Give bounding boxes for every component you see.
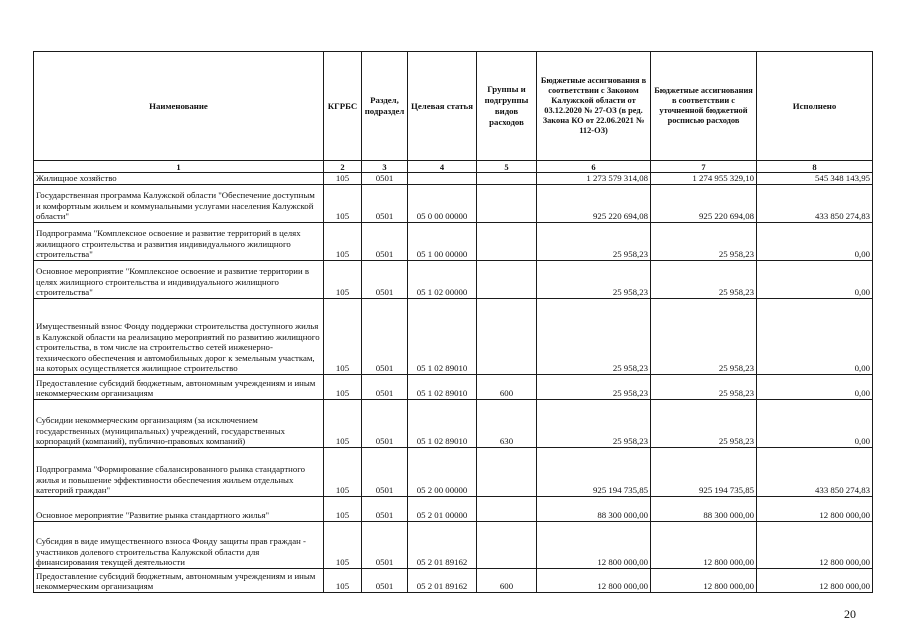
cell-executed: 12 800 000,00 — [757, 497, 873, 522]
cell-name: Предоставление субсидий бюджетным, автономным учреждениям и иным некоммерческим организациям — [34, 375, 324, 400]
cell-law-allocation: 25 958,23 — [537, 299, 651, 375]
cell-law-allocation: 12 800 000,00 — [537, 522, 651, 569]
cell-law-allocation: 25 958,23 — [537, 375, 651, 400]
cell-section: 0501 — [362, 375, 408, 400]
cell-section: 0501 — [362, 448, 408, 497]
cell-section: 0501 — [362, 299, 408, 375]
cell-law-allocation: 1 273 579 314,08 — [537, 173, 651, 185]
cell-executed: 545 348 143,95 — [757, 173, 873, 185]
header-kgrbs: КГРБС — [324, 52, 362, 161]
cell-expense-group — [477, 522, 537, 569]
table-row — [34, 400, 873, 448]
header-target: Целевая статья — [408, 52, 477, 161]
cell-expense-group — [477, 299, 537, 375]
cell-target-article: 05 1 02 89010 — [408, 299, 477, 375]
cell-target-article: 05 2 01 89162 — [408, 569, 477, 593]
cell-target-article: 05 1 02 00000 — [408, 261, 477, 299]
header-executed: Исполнено — [757, 52, 873, 161]
cell-name: Государственная программа Калужской области "Обеспечение доступным и комфортным жильем и коммунальными услугами населения Калужской области" — [34, 185, 324, 223]
cell-target-article: 05 1 00 00000 — [408, 223, 477, 261]
cell-expense-group — [477, 497, 537, 522]
cell-refined-allocation: 25 958,23 — [651, 400, 757, 448]
cell-section: 0501 — [362, 223, 408, 261]
cell-executed: 0,00 — [757, 223, 873, 261]
cell-kgrbs: 105 — [324, 173, 362, 185]
cell-law-allocation: 25 958,23 — [537, 223, 651, 261]
cell-refined-allocation: 925 194 735,85 — [651, 448, 757, 497]
table-row — [34, 185, 873, 223]
column-index-row — [34, 161, 873, 173]
cell-name: Имущественный взнос Фонду поддержки строительства доступного жилья в Калужской области на реализацию мероприятий по развитию жилищного строительства, в том числе на строительство сетей инженерно-технического обеспечения и автомобильных дорог к земельным участкам, на которых осуществляется жилищное строительство — [34, 299, 324, 375]
cell-kgrbs: 105 — [324, 400, 362, 448]
cell-section: 0501 — [362, 497, 408, 522]
cell-expense-group: 600 — [477, 569, 537, 593]
cell-name: Субсидии некоммерческим организациям (за исключением государственных (муниципальных) учреждений, государственных корпораций (компаний), публично-правовых компаний) — [34, 400, 324, 448]
cell-target-article: 05 1 02 89010 — [408, 375, 477, 400]
cell-name: Жилищное хозяйство — [34, 173, 324, 185]
cell-section: 0501 — [362, 173, 408, 185]
cell-section: 0501 — [362, 185, 408, 223]
cell-refined-allocation: 25 958,23 — [651, 299, 757, 375]
cell-refined-allocation: 25 958,23 — [651, 223, 757, 261]
cell-law-allocation: 12 800 000,00 — [537, 569, 651, 593]
cell-law-allocation: 25 958,23 — [537, 261, 651, 299]
cell-executed: 0,00 — [757, 299, 873, 375]
cell-name: Субсидия в виде имущественного взноса Фонду защиты прав граждан - участников долевого строительства Калужской области для финансирования текущей деятельности — [34, 522, 324, 569]
cell-executed: 433 850 274,83 — [757, 185, 873, 223]
budget-table — [33, 51, 873, 593]
cell-expense-group — [477, 223, 537, 261]
cell-section: 0501 — [362, 261, 408, 299]
table-row — [34, 375, 873, 400]
cell-executed: 0,00 — [757, 375, 873, 400]
cell-law-allocation: 925 194 735,85 — [537, 448, 651, 497]
header-group: Группы и подгруппы видов расходов — [477, 52, 537, 161]
header-law: Бюджетные ассигнования в соответствии с Законом Калужской области от 03.12.2020 № 27-ОЗ (в ред. Закона КО от 22.06.2021 № 112-ОЗ) — [537, 52, 651, 161]
cell-refined-allocation: 12 800 000,00 — [651, 522, 757, 569]
cell-target-article: 05 2 01 89162 — [408, 522, 477, 569]
column-index: 4 — [408, 161, 477, 173]
cell-kgrbs: 105 — [324, 223, 362, 261]
cell-name: Подпрограмма "Комплексное освоение и развитие территорий в целях жилищного строительства и развития индивидуального жилищного строительства" — [34, 223, 324, 261]
cell-executed: 433 850 274,83 — [757, 448, 873, 497]
table-row — [34, 448, 873, 497]
column-index: 2 — [324, 161, 362, 173]
cell-target-article — [408, 173, 477, 185]
page-number: 20 — [844, 607, 856, 621]
column-index: 8 — [757, 161, 873, 173]
cell-target-article: 05 2 01 00000 — [408, 497, 477, 522]
cell-law-allocation: 88 300 000,00 — [537, 497, 651, 522]
header-section: Раздел, подраздел — [362, 52, 408, 161]
cell-refined-allocation: 1 274 955 329,10 — [651, 173, 757, 185]
column-index: 1 — [34, 161, 324, 173]
cell-refined-allocation: 925 220 694,08 — [651, 185, 757, 223]
table-row — [34, 261, 873, 299]
cell-name: Основное мероприятие "Комплексное освоение и развитие территории в целях жилищного строительства и индивидуального жилищного строительства" — [34, 261, 324, 299]
cell-executed: 0,00 — [757, 261, 873, 299]
cell-name: Подпрограмма "Формирование сбалансированного рынка стандартного жилья и повышение эффективности обеспечения жильем отдельных категорий граждан" — [34, 448, 324, 497]
cell-kgrbs: 105 — [324, 522, 362, 569]
cell-refined-allocation: 88 300 000,00 — [651, 497, 757, 522]
cell-kgrbs: 105 — [324, 497, 362, 522]
table-row — [34, 299, 873, 375]
cell-refined-allocation: 25 958,23 — [651, 375, 757, 400]
cell-expense-group — [477, 448, 537, 497]
cell-refined-allocation: 12 800 000,00 — [651, 569, 757, 593]
table-row — [34, 497, 873, 522]
cell-refined-allocation: 25 958,23 — [651, 261, 757, 299]
column-index: 5 — [477, 161, 537, 173]
cell-expense-group — [477, 185, 537, 223]
cell-kgrbs: 105 — [324, 261, 362, 299]
cell-section: 0501 — [362, 569, 408, 593]
cell-target-article: 05 1 02 89010 — [408, 400, 477, 448]
cell-kgrbs: 105 — [324, 448, 362, 497]
cell-name: Основное мероприятие "Развитие рынка стандартного жилья" — [34, 497, 324, 522]
cell-expense-group — [477, 173, 537, 185]
cell-target-article: 05 2 00 00000 — [408, 448, 477, 497]
cell-section: 0501 — [362, 522, 408, 569]
table-row — [34, 223, 873, 261]
cell-kgrbs: 105 — [324, 569, 362, 593]
cell-expense-group: 600 — [477, 375, 537, 400]
cell-executed: 0,00 — [757, 400, 873, 448]
column-index: 3 — [362, 161, 408, 173]
cell-name: Предоставление субсидий бюджетным, автономным учреждениям и иным некоммерческим организациям — [34, 569, 324, 593]
column-index: 6 — [537, 161, 651, 173]
header-name: Наименование — [34, 52, 324, 161]
cell-executed: 12 800 000,00 — [757, 522, 873, 569]
cell-target-article: 05 0 00 00000 — [408, 185, 477, 223]
cell-section: 0501 — [362, 400, 408, 448]
cell-expense-group — [477, 261, 537, 299]
table-row — [34, 569, 873, 593]
cell-law-allocation: 25 958,23 — [537, 400, 651, 448]
cell-kgrbs: 105 — [324, 185, 362, 223]
table-row — [34, 173, 873, 185]
cell-kgrbs: 105 — [324, 299, 362, 375]
cell-kgrbs: 105 — [324, 375, 362, 400]
cell-executed: 12 800 000,00 — [757, 569, 873, 593]
cell-law-allocation: 925 220 694,08 — [537, 185, 651, 223]
header-refined: Бюджетные ассигнования в соответствии с уточненной бюджетной росписью расходов — [651, 52, 757, 161]
header-row — [34, 52, 873, 161]
table-row — [34, 522, 873, 569]
cell-expense-group: 630 — [477, 400, 537, 448]
column-index: 7 — [651, 161, 757, 173]
